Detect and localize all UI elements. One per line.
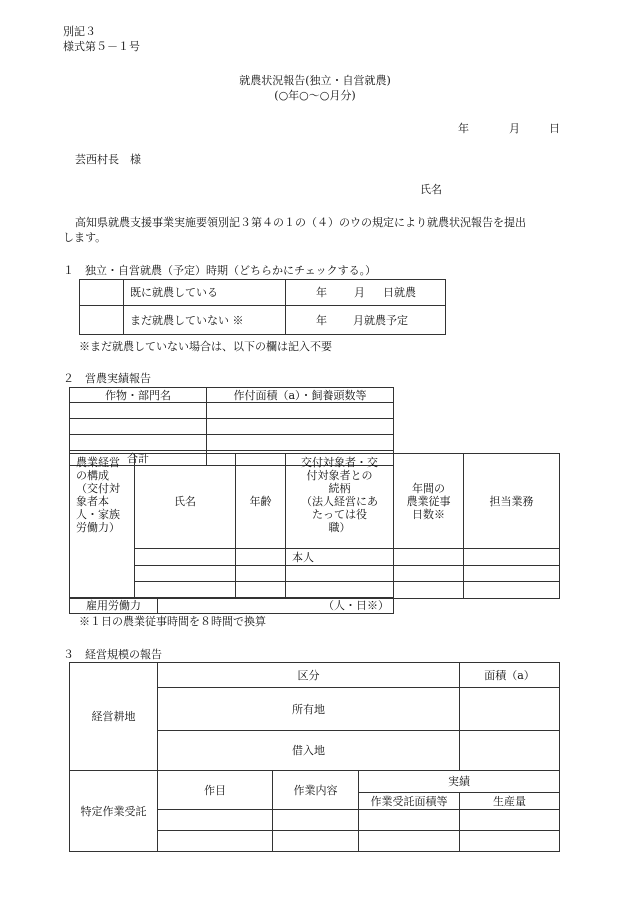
member-relation-cell[interactable] — [286, 582, 394, 599]
date-month-label: 月 — [509, 122, 520, 135]
already-farming-date[interactable]: 年 月 日就農 — [286, 280, 446, 306]
contract-crop-header: 作目 — [158, 771, 273, 810]
contract-crop-cell[interactable] — [158, 831, 273, 852]
duties-cell[interactable] — [464, 549, 560, 566]
crop-name-cell[interactable] — [70, 419, 207, 435]
member-name-cell[interactable] — [135, 582, 236, 599]
member-relation-header: 交付対象者・交 付対象者との 続柄 （法人経営にあ たっては役 職） — [286, 454, 394, 549]
already-farming-label: 既に就農している — [124, 280, 286, 306]
farming-days-cell[interactable] — [394, 582, 464, 599]
not-yet-farming-date[interactable]: 年 月就農予定 — [286, 306, 446, 335]
contract-work-label: 特定作業受託 — [70, 771, 158, 852]
hired-labor-unit[interactable]: （人・日※） — [158, 598, 394, 614]
owned-land-area-cell[interactable] — [460, 688, 560, 731]
addressee: 芸西村長 様 — [75, 153, 141, 166]
checkbox-not-yet-farming[interactable] — [80, 306, 124, 335]
leased-land-label: 借入地 — [158, 731, 460, 771]
results-header: 実績 — [359, 771, 560, 793]
name-label: 氏名 — [420, 183, 442, 196]
production-header: 生産量 — [460, 793, 560, 810]
production-cell[interactable] — [460, 810, 560, 831]
hired-labor-label: 雇用労働力 — [70, 598, 158, 614]
member-self-label: 本人 — [286, 549, 394, 566]
leased-land-area-cell[interactable] — [460, 731, 560, 771]
labor-composition-table — [69, 453, 560, 599]
farm-scale-table — [69, 662, 560, 852]
section2-heading: ２ 営農実績報告 — [63, 372, 151, 385]
date-day-label: 日 — [549, 122, 560, 135]
crop-area-header: 作付面積（a）・飼養頭数等 — [207, 388, 394, 403]
category-header: 区分 — [158, 663, 460, 688]
crop-area-cell[interactable] — [207, 403, 394, 419]
work-content-header: 作業内容 — [273, 771, 359, 810]
section2-note: ※１日の農業従事時間を８時間で換算 — [79, 615, 266, 628]
checkbox-already-farming[interactable] — [80, 280, 124, 306]
contract-crop-cell[interactable] — [158, 810, 273, 831]
body-text-line-1: 高知県就農支援事業実施要領別記３第４の１の（４）のウの規定により就農状況報告を提出 — [75, 216, 526, 229]
document-title: 就農状況報告(独立・自営就農) — [239, 74, 391, 87]
member-age-cell[interactable] — [236, 549, 286, 566]
date-year-label: 年 — [458, 122, 469, 135]
section1-heading: １ 独立・自営就農（予定）時期（どちらかにチェックする。） — [63, 264, 377, 277]
member-age-cell[interactable] — [236, 566, 286, 582]
section1-note: ※まだ就農していない場合は、以下の欄は記入不要 — [79, 340, 332, 353]
member-age-cell[interactable] — [236, 582, 286, 599]
not-yet-farming-label: まだ就農していない ※ — [124, 306, 286, 335]
employment-timing-table — [79, 279, 446, 335]
member-name-cell[interactable] — [135, 566, 236, 582]
crop-name-cell[interactable] — [70, 435, 207, 451]
body-text-line-2: します。 — [63, 231, 107, 244]
farming-days-cell[interactable] — [394, 549, 464, 566]
report-period: (○年○～○月分) — [274, 89, 356, 102]
work-content-cell[interactable] — [273, 831, 359, 852]
contract-area-cell[interactable] — [359, 831, 460, 852]
form-number: 様式第５－１号 — [63, 40, 140, 53]
duties-cell[interactable] — [464, 566, 560, 582]
section3-heading: ３ 経営規模の報告 — [63, 648, 162, 661]
crop-area-cell[interactable] — [207, 419, 394, 435]
crop-area-cell[interactable] — [207, 435, 394, 451]
contract-area-header: 作業受託面積等 — [359, 793, 460, 810]
contract-area-cell[interactable] — [359, 810, 460, 831]
work-content-cell[interactable] — [273, 810, 359, 831]
farmland-label: 経営耕地 — [70, 663, 158, 771]
member-name-header: 氏名 — [135, 454, 236, 549]
member-age-header: 年齢 — [236, 454, 286, 549]
appendix-label: 別記３ — [63, 25, 96, 38]
owned-land-label: 所有地 — [158, 688, 460, 731]
duties-cell[interactable] — [464, 582, 560, 599]
farmland-area-header: 面積（a） — [460, 663, 560, 688]
crop-name-cell[interactable] — [70, 403, 207, 419]
production-cell[interactable] — [460, 831, 560, 852]
farming-days-header: 年間の 農業従事 日数※ — [394, 454, 464, 549]
duties-header: 担当業務 — [464, 454, 560, 549]
member-name-cell[interactable] — [135, 549, 236, 566]
member-relation-cell[interactable] — [286, 566, 394, 582]
crop-header: 作物・部門名 — [70, 388, 207, 403]
hired-labor-table — [69, 597, 394, 614]
farm-composition-label: 農業経営 の構成 （交付対 象者本 人・家族 労働力） — [70, 454, 135, 599]
crop-total-label: 合計 — [70, 451, 207, 466]
farming-days-cell[interactable] — [394, 566, 464, 582]
